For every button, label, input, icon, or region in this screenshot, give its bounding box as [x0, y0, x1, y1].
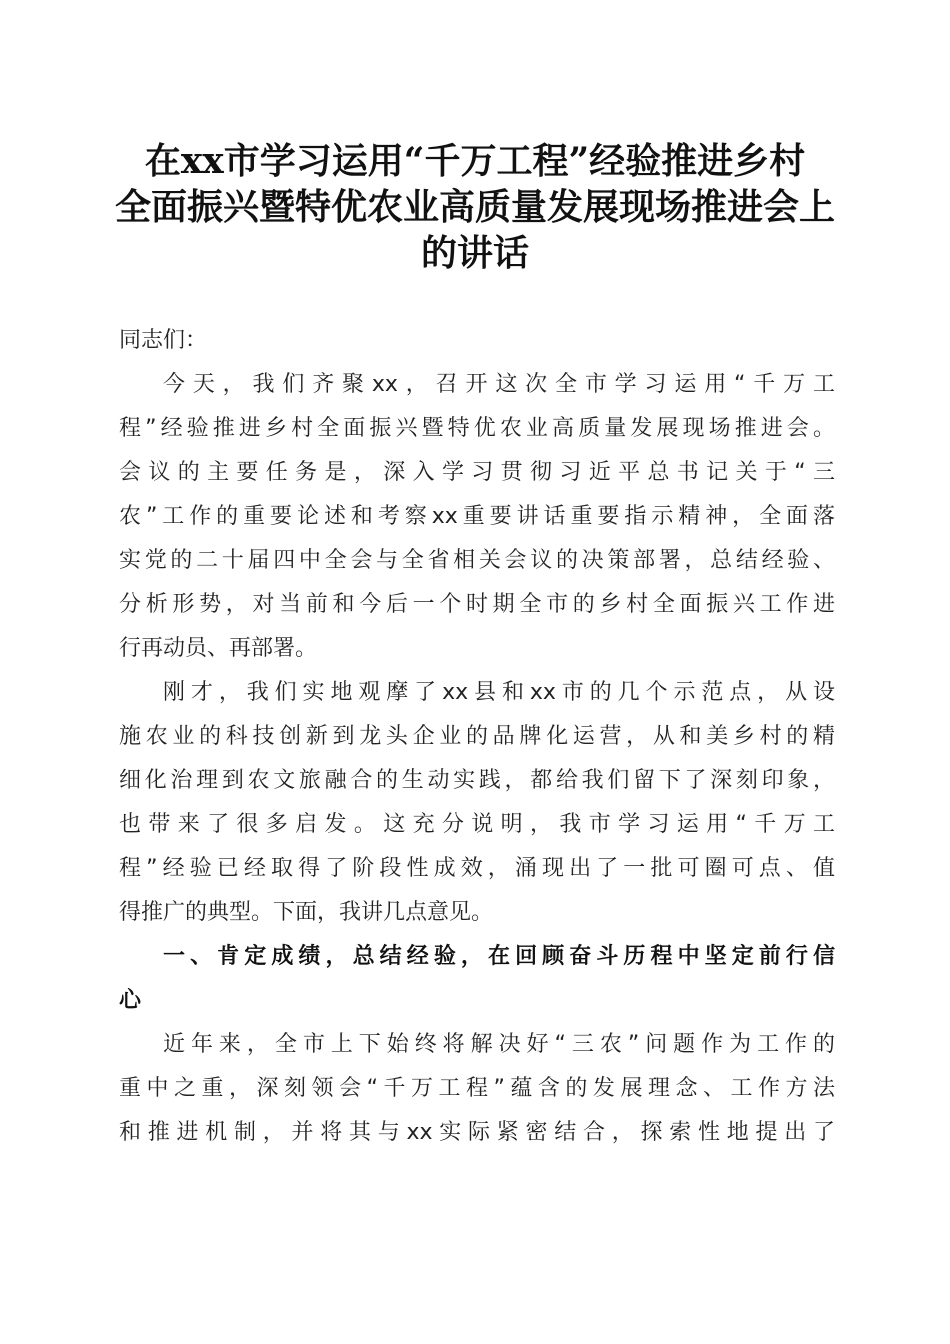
paragraph-line: 细化治理到农文旅融合的生动实践，都给我们留下了深刻印象，: [119, 768, 835, 793]
paragraph-line: 重中之重，深刻领会“千万工程”蕴含的发展理念、工作方法: [119, 1076, 835, 1101]
paragraph-line: 实党的二十届四中全会与全省相关会议的决策部署，总结经验、: [119, 548, 835, 573]
title-line: 在xx市学习运用“千万工程”经验推进乡村: [144, 140, 806, 182]
paragraph-line: 程”经验已经取得了阶段性成效，涌现出了一批可圈可点、值: [119, 856, 835, 881]
paragraph-line: 施农业的科技创新到龙头企业的品牌化运营，从和美乡村的精: [119, 724, 835, 749]
paragraph-line: 农”工作的重要论述和考察xx重要讲话重要指示精神，全面落: [119, 504, 835, 529]
title-line: 的讲话: [420, 232, 529, 274]
paragraph-line: 近年来，全市上下始终将解决好“三农”问题作为工作的: [163, 1032, 835, 1057]
paragraph-line: 程”经验推进乡村全面振兴暨特优农业高质量发展现场推进会。: [119, 416, 835, 441]
paragraph-line: 分析形势，对当前和今后一个时期全市的乡村全面振兴工作进: [119, 592, 835, 617]
paragraph-line: 和推进机制，并将其与xx实际紧密结合，探索性地提出了: [119, 1120, 835, 1145]
paragraph-line: 得推广的典型。下面，我讲几点意见。: [119, 900, 494, 925]
title-line: 全面振兴暨特优农业高质量发展现场推进会上: [114, 186, 835, 228]
paragraph-line: 会议的主要任务是，深入学习贯彻习近平总书记关于“三: [119, 460, 835, 485]
paragraph-line: 行再动员、再部署。: [119, 636, 318, 661]
section-heading-line: 一、肯定成绩，总结经验，在回顾奋斗历程中坚定前行信: [163, 944, 835, 969]
paragraph-line: 也带来了很多启发。这充分说明，我市学习运用“千万工: [119, 812, 835, 837]
paragraph-line: 刚才，我们实地观摩了xx县和xx市的几个示范点，从设: [163, 680, 835, 705]
section-heading-line: 心: [119, 988, 142, 1013]
document-title: [100, 138, 850, 276]
document-body: [119, 323, 835, 1159]
paragraph-line: 今天，我们齐聚xx，召开这次全市学习运用“千万工: [163, 372, 835, 397]
salutation: 同志们：: [119, 328, 208, 353]
